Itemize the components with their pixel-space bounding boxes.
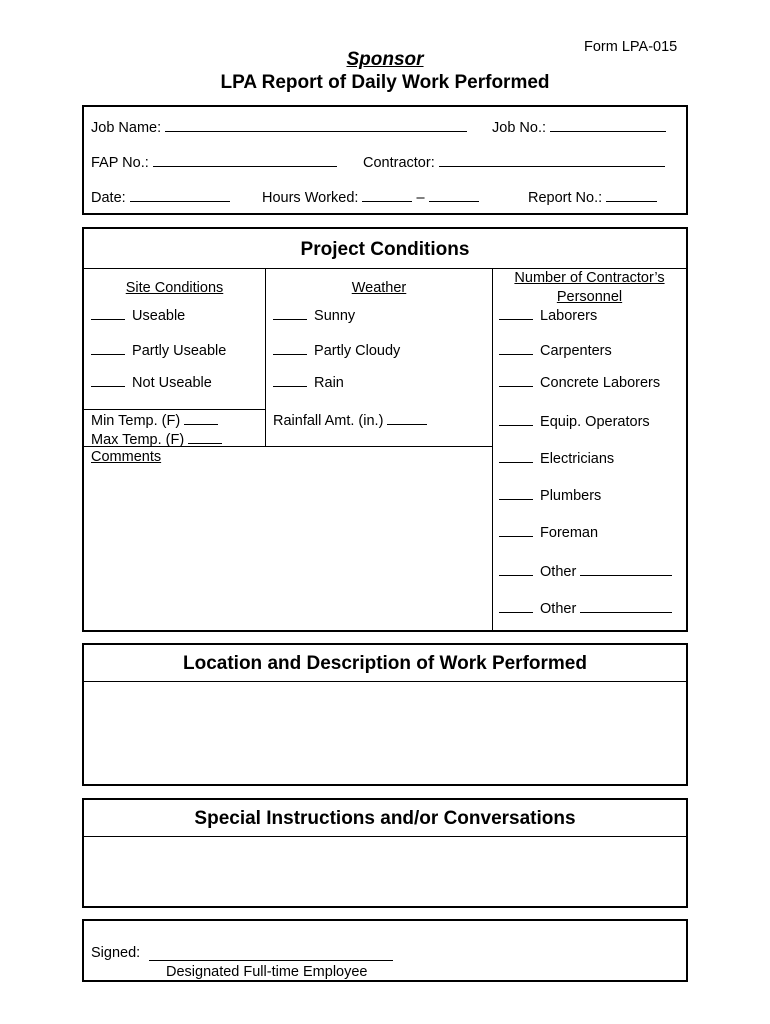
other-input[interactable] — [580, 599, 672, 613]
fap-no-field — [91, 153, 337, 172]
checkbox-blank[interactable] — [273, 341, 307, 355]
personnel-label: Other — [540, 564, 577, 580]
personnel-label: Plumbers — [540, 488, 602, 504]
signed-label: Signed: — [91, 945, 141, 961]
min-temp-field — [91, 411, 218, 430]
rainfall-label: Rainfall Amt. (in.) — [273, 413, 384, 429]
hours-worked-field — [262, 188, 479, 207]
site-condition-label: Partly Useable — [132, 343, 227, 359]
job-no-input[interactable] — [550, 118, 666, 132]
count-blank[interactable] — [499, 523, 533, 537]
hours-start-input[interactable] — [362, 188, 412, 202]
contractor-input[interactable] — [439, 153, 665, 167]
signature-line[interactable] — [149, 960, 393, 961]
count-blank[interactable] — [499, 449, 533, 463]
personnel-label: Foreman — [540, 525, 599, 541]
comments-label: Comments — [91, 449, 162, 465]
personnel-label: Concrete Laborers — [540, 375, 661, 391]
job-no-label: Job No.: — [492, 120, 546, 136]
fap-no-label: FAP No.: — [91, 155, 149, 171]
other-input[interactable] — [580, 562, 672, 576]
site-conditions-header: Site Conditions — [125, 280, 224, 296]
work-performed-area[interactable] — [86, 684, 684, 782]
personnel-item — [499, 562, 672, 581]
count-blank[interactable] — [499, 562, 533, 576]
weather-label: Partly Cloudy — [314, 343, 401, 359]
count-blank[interactable] — [499, 373, 533, 387]
weather-label: Sunny — [314, 308, 356, 324]
min-temp-label: Min Temp. (F) — [91, 413, 181, 429]
date-input[interactable] — [130, 188, 230, 202]
rainfall-input[interactable] — [387, 411, 427, 425]
count-blank[interactable] — [499, 599, 533, 613]
personnel-item — [499, 412, 650, 431]
personnel-header-line2: Personnel — [556, 289, 623, 305]
count-blank[interactable] — [499, 306, 533, 320]
date-label: Date: — [91, 190, 126, 206]
checkbox-blank[interactable] — [91, 341, 125, 355]
contractor-field — [363, 153, 665, 172]
count-blank[interactable] — [499, 341, 533, 355]
weather-item — [273, 341, 400, 360]
site-condition-label: Not Useable — [132, 375, 212, 391]
weather-header: Weather — [351, 280, 407, 296]
personnel-item — [499, 306, 597, 325]
count-blank[interactable] — [499, 486, 533, 500]
site-condition-item — [91, 306, 185, 325]
personnel-label: Equip. Operators — [540, 414, 650, 430]
personnel-item — [499, 599, 672, 618]
divider — [84, 681, 686, 682]
personnel-item — [499, 341, 612, 360]
job-name-field — [91, 118, 467, 137]
personnel-label: Other — [540, 601, 577, 617]
max-temp-input[interactable] — [188, 430, 222, 444]
divider — [84, 409, 265, 410]
sponsor-heading: Sponsor — [346, 49, 424, 70]
checkbox-blank[interactable] — [273, 373, 307, 387]
weather-item — [273, 373, 344, 392]
hours-end-input[interactable] — [429, 188, 479, 202]
hours-worked-label: Hours Worked: — [262, 190, 359, 206]
personnel-item — [499, 373, 660, 392]
weather-item — [273, 306, 355, 325]
personnel-item — [499, 449, 614, 468]
min-temp-input[interactable] — [184, 411, 218, 425]
job-name-input[interactable] — [165, 118, 467, 132]
contractor-label: Contractor: — [363, 155, 435, 171]
site-condition-item — [91, 373, 212, 392]
divider — [492, 268, 493, 630]
fap-no-input[interactable] — [153, 153, 337, 167]
special-instructions-area[interactable] — [86, 839, 684, 904]
job-name-label: Job Name: — [91, 120, 162, 136]
work-performed-title: Location and Description of Work Performed — [183, 653, 587, 674]
project-conditions-title: Project Conditions — [300, 239, 470, 260]
report-no-label: Report No.: — [528, 190, 603, 206]
report-no-input[interactable] — [606, 188, 657, 202]
max-temp-field — [91, 430, 222, 449]
count-blank[interactable] — [499, 412, 533, 426]
divider — [84, 836, 686, 837]
signature-designation: Designated Full-time Employee — [166, 964, 368, 980]
date-field — [91, 188, 230, 207]
job-no-field — [492, 118, 666, 137]
max-temp-label: Max Temp. (F) — [91, 432, 185, 448]
site-condition-item — [91, 341, 226, 360]
weather-label: Rain — [314, 375, 344, 391]
checkbox-blank[interactable] — [91, 306, 125, 320]
comments-area[interactable] — [86, 468, 490, 628]
personnel-item — [499, 486, 601, 505]
personnel-label: Electricians — [540, 451, 615, 467]
rainfall-field — [273, 411, 427, 430]
divider — [84, 268, 686, 269]
special-instructions-title: Special Instructions and/or Conversations — [194, 808, 576, 829]
hours-separator: – — [416, 190, 425, 206]
personnel-header-line1: Number of Contractor’s — [514, 270, 665, 286]
page-title: LPA Report of Daily Work Performed — [220, 72, 550, 93]
personnel-label: Laborers — [540, 308, 598, 324]
personnel-label: Carpenters — [540, 343, 612, 359]
report-no-field — [528, 188, 657, 207]
personnel-item — [499, 523, 598, 542]
checkbox-blank[interactable] — [273, 306, 307, 320]
form-id: Form LPA-015 — [584, 39, 678, 55]
site-condition-label: Useable — [132, 308, 186, 324]
checkbox-blank[interactable] — [91, 373, 125, 387]
